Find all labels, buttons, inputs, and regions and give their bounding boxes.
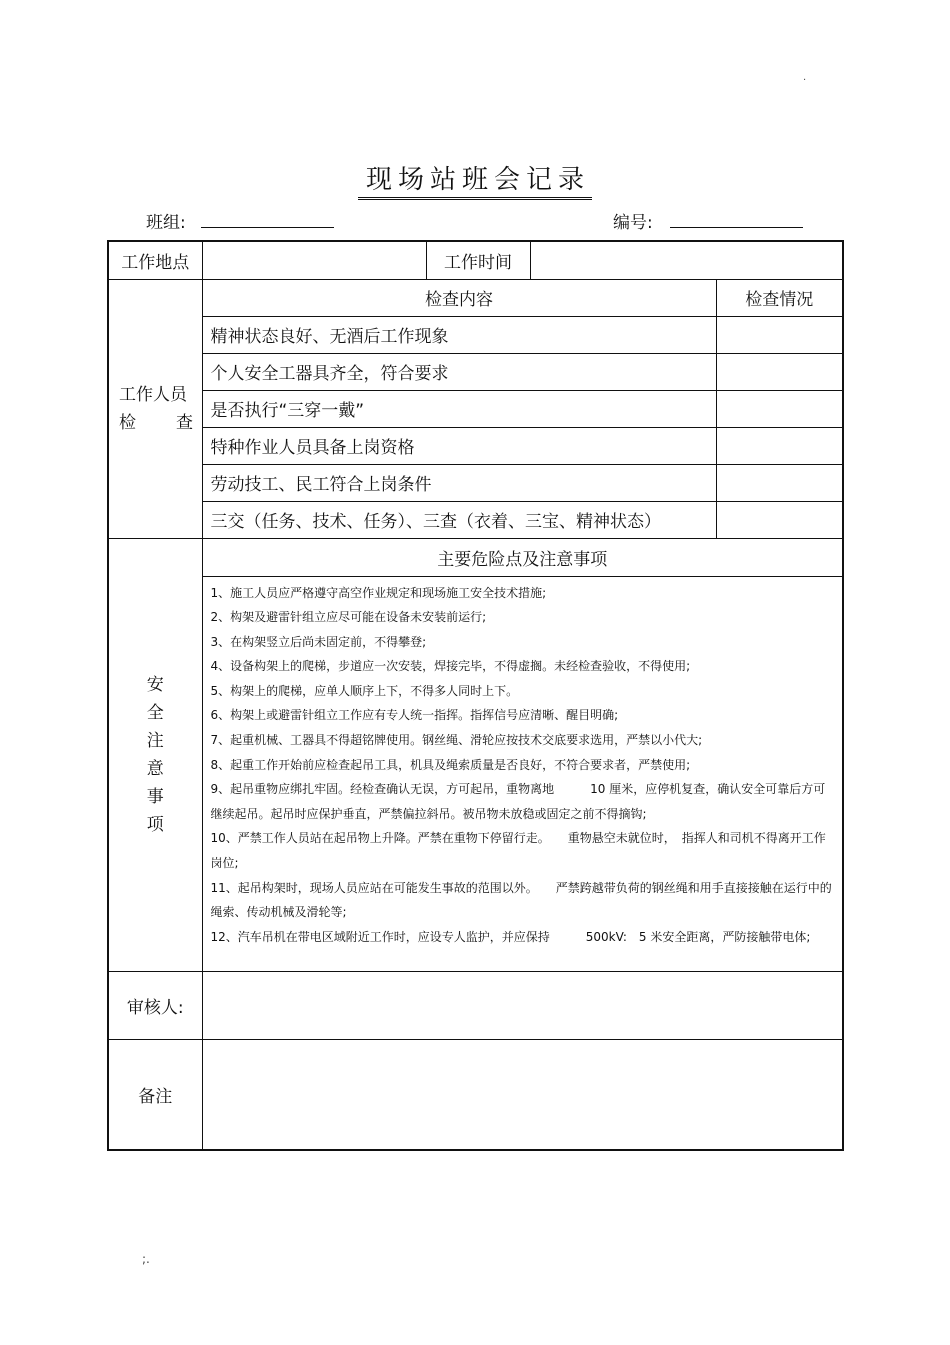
hazards-header: 主要危险点及注意事项: [202, 538, 843, 576]
personnel-label-line2: [119, 409, 193, 437]
check-row: [108, 353, 843, 390]
hazard-item: 3、在构架竖立后尚未固定前，不得攀登;: [210, 634, 427, 649]
hazard-item: 6、构架上或避雷针组立工作应有专人统一指挥。指挥信号应清晰、醒目明确;: [210, 708, 619, 723]
safety-label-char: 项: [146, 814, 164, 835]
location-label: 工作地点: [108, 241, 202, 279]
personnel-check-label: [108, 279, 202, 538]
hazard-item: 7、起重机械、工器具不得超铭牌使用。钢丝绳、滑轮应按技术交底要求选用，严禁以小代大;: [210, 733, 703, 748]
number-field[interactable]: [670, 227, 803, 228]
safety-label-char: 全: [146, 702, 164, 723]
hazards-row: [108, 576, 843, 971]
remarks-label: 备注: [108, 1039, 202, 1150]
personnel-label-line1: 工作人员: [119, 384, 187, 405]
hazards-list: [202, 576, 843, 971]
location-field[interactable]: [202, 241, 426, 279]
location-time-row: [108, 241, 843, 279]
check-row: [108, 464, 843, 501]
safety-label-char: 意: [146, 758, 164, 779]
check-row: [108, 390, 843, 427]
check-status-cell[interactable]: [716, 501, 843, 538]
reviewer-label: 审核人:: [108, 971, 202, 1039]
reviewer-row: [108, 971, 843, 1039]
check-row: [108, 316, 843, 353]
safety-label-char: 事: [146, 786, 164, 807]
hazard-item: 1、施工人员应严格遵守高空作业规定和现场施工安全技术措施;: [210, 585, 547, 600]
personnel-label-char-b: 查: [176, 412, 193, 433]
hazard-item: 8、起重工作开始前应检查起吊工具，机具及绳索质量是否良好，不符合要求者，严禁使用;: [210, 757, 691, 772]
team-label: 班组:: [146, 213, 186, 233]
check-status-header: 检查情况: [716, 279, 843, 316]
check-item: 个人安全工器具齐全，符合要求: [202, 353, 716, 390]
check-status-cell[interactable]: [716, 464, 843, 501]
safety-notes-label: [108, 538, 202, 971]
hazard-item: 11、起吊构架时，现场人员应站在可能发生事故的范围以外。 严禁跨越带负荷的钢丝绳和用手直接接触在运行中的绳索、传动机械及滑轮等;: [210, 880, 832, 920]
number-label: 编号:: [613, 213, 653, 233]
check-item: 精神状态良好、无酒后工作现象: [202, 316, 716, 353]
hazard-item: 12、汽车吊机在带电区域附近工作时，应设专人监护，并应保持 500kV: 5 米安全距离，严防接触带电体;: [210, 929, 811, 944]
team-field[interactable]: [201, 227, 334, 228]
check-status-cell[interactable]: [716, 427, 843, 464]
check-status-cell[interactable]: [716, 390, 843, 427]
personnel-label-char-a: 检: [119, 412, 136, 433]
check-row: [108, 427, 843, 464]
check-item: 三交（任务、技术、任务）、三查（衣着、三宝、精神状态）: [202, 501, 716, 538]
time-label: 工作时间: [426, 241, 530, 279]
hazard-item: 4、设备构架上的爬梯，步道应一次安装，焊接完毕，不得虚搁。未经检查验收，不得使用;: [210, 659, 691, 674]
check-item: 特种作业人员具备上岗资格: [202, 427, 716, 464]
check-item: 是否执行“三穿一戴”: [202, 390, 716, 427]
check-item: 劳动技工、民工符合上岗条件: [202, 464, 716, 501]
meeting-record-form: [107, 240, 844, 1151]
safety-label-char: 安: [146, 674, 164, 695]
safety-header-row: [108, 538, 843, 576]
remarks-row: [108, 1039, 843, 1150]
corner-mark: .: [803, 72, 807, 83]
hazard-item: 9、起吊重物应绑扎牢固。经检查确认无误，方可起吊，重物离地 10 厘米，应停机复查，确认安全可靠后方可继续起吊。起吊时应保护垂直，严禁偏拉斜吊。被吊物未放稳或固定之前不得摘钩;: [210, 782, 826, 821]
page-title-text: 现场站班会记录: [358, 163, 592, 200]
check-row: [108, 501, 843, 538]
check-status-cell[interactable]: [716, 353, 843, 390]
safety-label-char: 注: [146, 730, 164, 751]
page-title: [0, 163, 950, 200]
reviewer-field[interactable]: [202, 971, 843, 1039]
footer-mark: ;.: [142, 1252, 150, 1266]
personnel-header-row: [108, 279, 843, 316]
check-status-cell[interactable]: [716, 316, 843, 353]
hazard-item: 5、构架上的爬梯，应单人顺序上下，不得多人同时上下。: [210, 683, 519, 698]
hazard-item: 2、构架及避雷针组立应尽可能在设备未安装前运行;: [210, 610, 487, 625]
remarks-field[interactable]: [202, 1039, 843, 1150]
hazard-item: 10、严禁工作人员站在起吊物上升降。严禁在重物下停留行走。 重物悬空未就位时， 指挥人和司机不得离开工作岗位;: [210, 831, 826, 871]
time-field[interactable]: [530, 241, 843, 279]
check-content-header: 检查内容: [202, 279, 716, 316]
